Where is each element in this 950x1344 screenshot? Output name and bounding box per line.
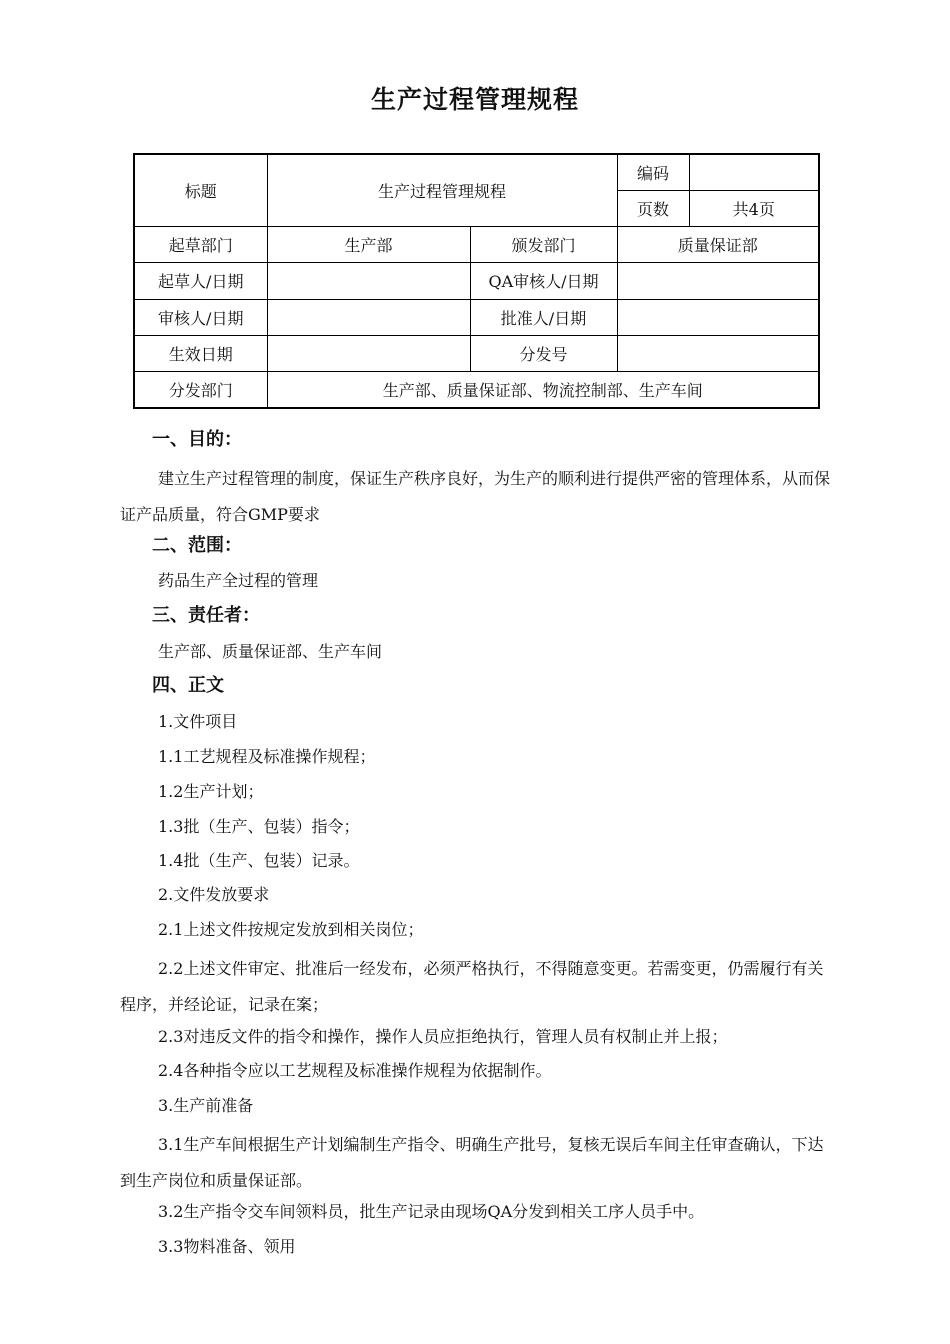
item-2-3: 2.3对违反文件的指令和操作，操作人员应拒绝执行，管理人员有权制止并上报； xyxy=(158,1027,728,1046)
item-1-4: 1.4批（生产、包装）记录。 xyxy=(158,851,360,870)
effective-date-value-cell xyxy=(267,335,470,371)
effective-date-label-cell: 生效日期 xyxy=(134,335,267,371)
body-heading: 四、正文 xyxy=(152,675,224,696)
responsibility-heading: 三、责任者： xyxy=(152,605,260,626)
distribution-dept-label-cell: 分发部门 xyxy=(134,372,267,408)
approver-value-cell xyxy=(617,299,819,335)
code-value-cell xyxy=(689,154,819,190)
document-meta-table xyxy=(133,153,820,409)
item-1-3: 1.3批（生产、包装）指令； xyxy=(158,817,360,836)
drafter-label-cell: 起草人/日期 xyxy=(134,263,267,299)
item-3-3: 3.3物料准备、领用 xyxy=(158,1237,296,1256)
distribution-dept-value-cell: 生产部、质量保证部、物流控制部、生产车间 xyxy=(267,372,819,408)
purpose-heading: 一、目的： xyxy=(152,429,242,450)
item-3-2: 3.2生产指令交车间领料员，批生产记录由现场QA分发到相关工序人员手中。 xyxy=(158,1202,705,1221)
qa-label-cell: QA审核人/日期 xyxy=(470,263,617,299)
item-1: 1.文件项目 xyxy=(158,712,238,731)
draft-dept-value-cell: 生产部 xyxy=(267,227,470,263)
item-2-1: 2.1上述文件按规定发放到相关岗位； xyxy=(158,920,424,939)
drafter-value-cell xyxy=(267,263,470,299)
pages-label-cell: 页数 xyxy=(617,190,689,226)
distribution-no-value-cell xyxy=(617,335,819,371)
title-label-cell: 标题 xyxy=(134,154,267,227)
document-title: 生产过程管理规程 xyxy=(370,85,579,114)
qa-value-cell xyxy=(617,263,819,299)
scope-text: 药品生产全过程的管理 xyxy=(158,571,319,590)
purpose-text: 建立生产过程管理的制度，保证生产秩序良好，为生产的顺利进行提供严密的管理体系，从而保证产品质量，符合GMP要求 xyxy=(120,469,831,524)
code-label-cell: 编码 xyxy=(617,154,689,190)
pages-value-cell: 共4页 xyxy=(689,190,819,226)
responsibility-text: 生产部、质量保证部、生产车间 xyxy=(158,642,383,661)
distribution-no-label-cell: 分发号 xyxy=(470,335,617,371)
draft-dept-label-cell: 起草部门 xyxy=(134,227,267,263)
item-2-2: 2.2上述文件审定、批准后一经发布，必须严格执行，不得随意变更。若需变更，仍需履行有关程序，并经论证，记录在案； xyxy=(120,959,824,1014)
reviewer-value-cell xyxy=(267,299,470,335)
approver-label-cell: 批准人/日期 xyxy=(470,299,617,335)
item-3: 3.生产前准备 xyxy=(158,1096,254,1115)
scope-heading: 二、范围： xyxy=(152,535,242,556)
item-3-1: 3.1生产车间根据生产计划编制生产指令、明确生产批号，复核无误后车间主任审查确认，下达到生产岗位和质量保证部。 xyxy=(120,1135,824,1190)
item-1-2: 1.2生产计划； xyxy=(158,782,264,801)
issue-dept-value-cell: 质量保证部 xyxy=(617,227,819,263)
item-1-1: 1.1工艺规程及标准操作规程； xyxy=(158,747,376,766)
reviewer-label-cell: 审核人/日期 xyxy=(134,299,267,335)
item-2-4: 2.4各种指令应以工艺规程及标准操作规程为依据制作。 xyxy=(158,1061,552,1080)
title-value-cell: 生产过程管理规程 xyxy=(267,154,617,227)
item-2: 2.文件发放要求 xyxy=(158,885,270,904)
issue-dept-label-cell: 颁发部门 xyxy=(470,227,617,263)
